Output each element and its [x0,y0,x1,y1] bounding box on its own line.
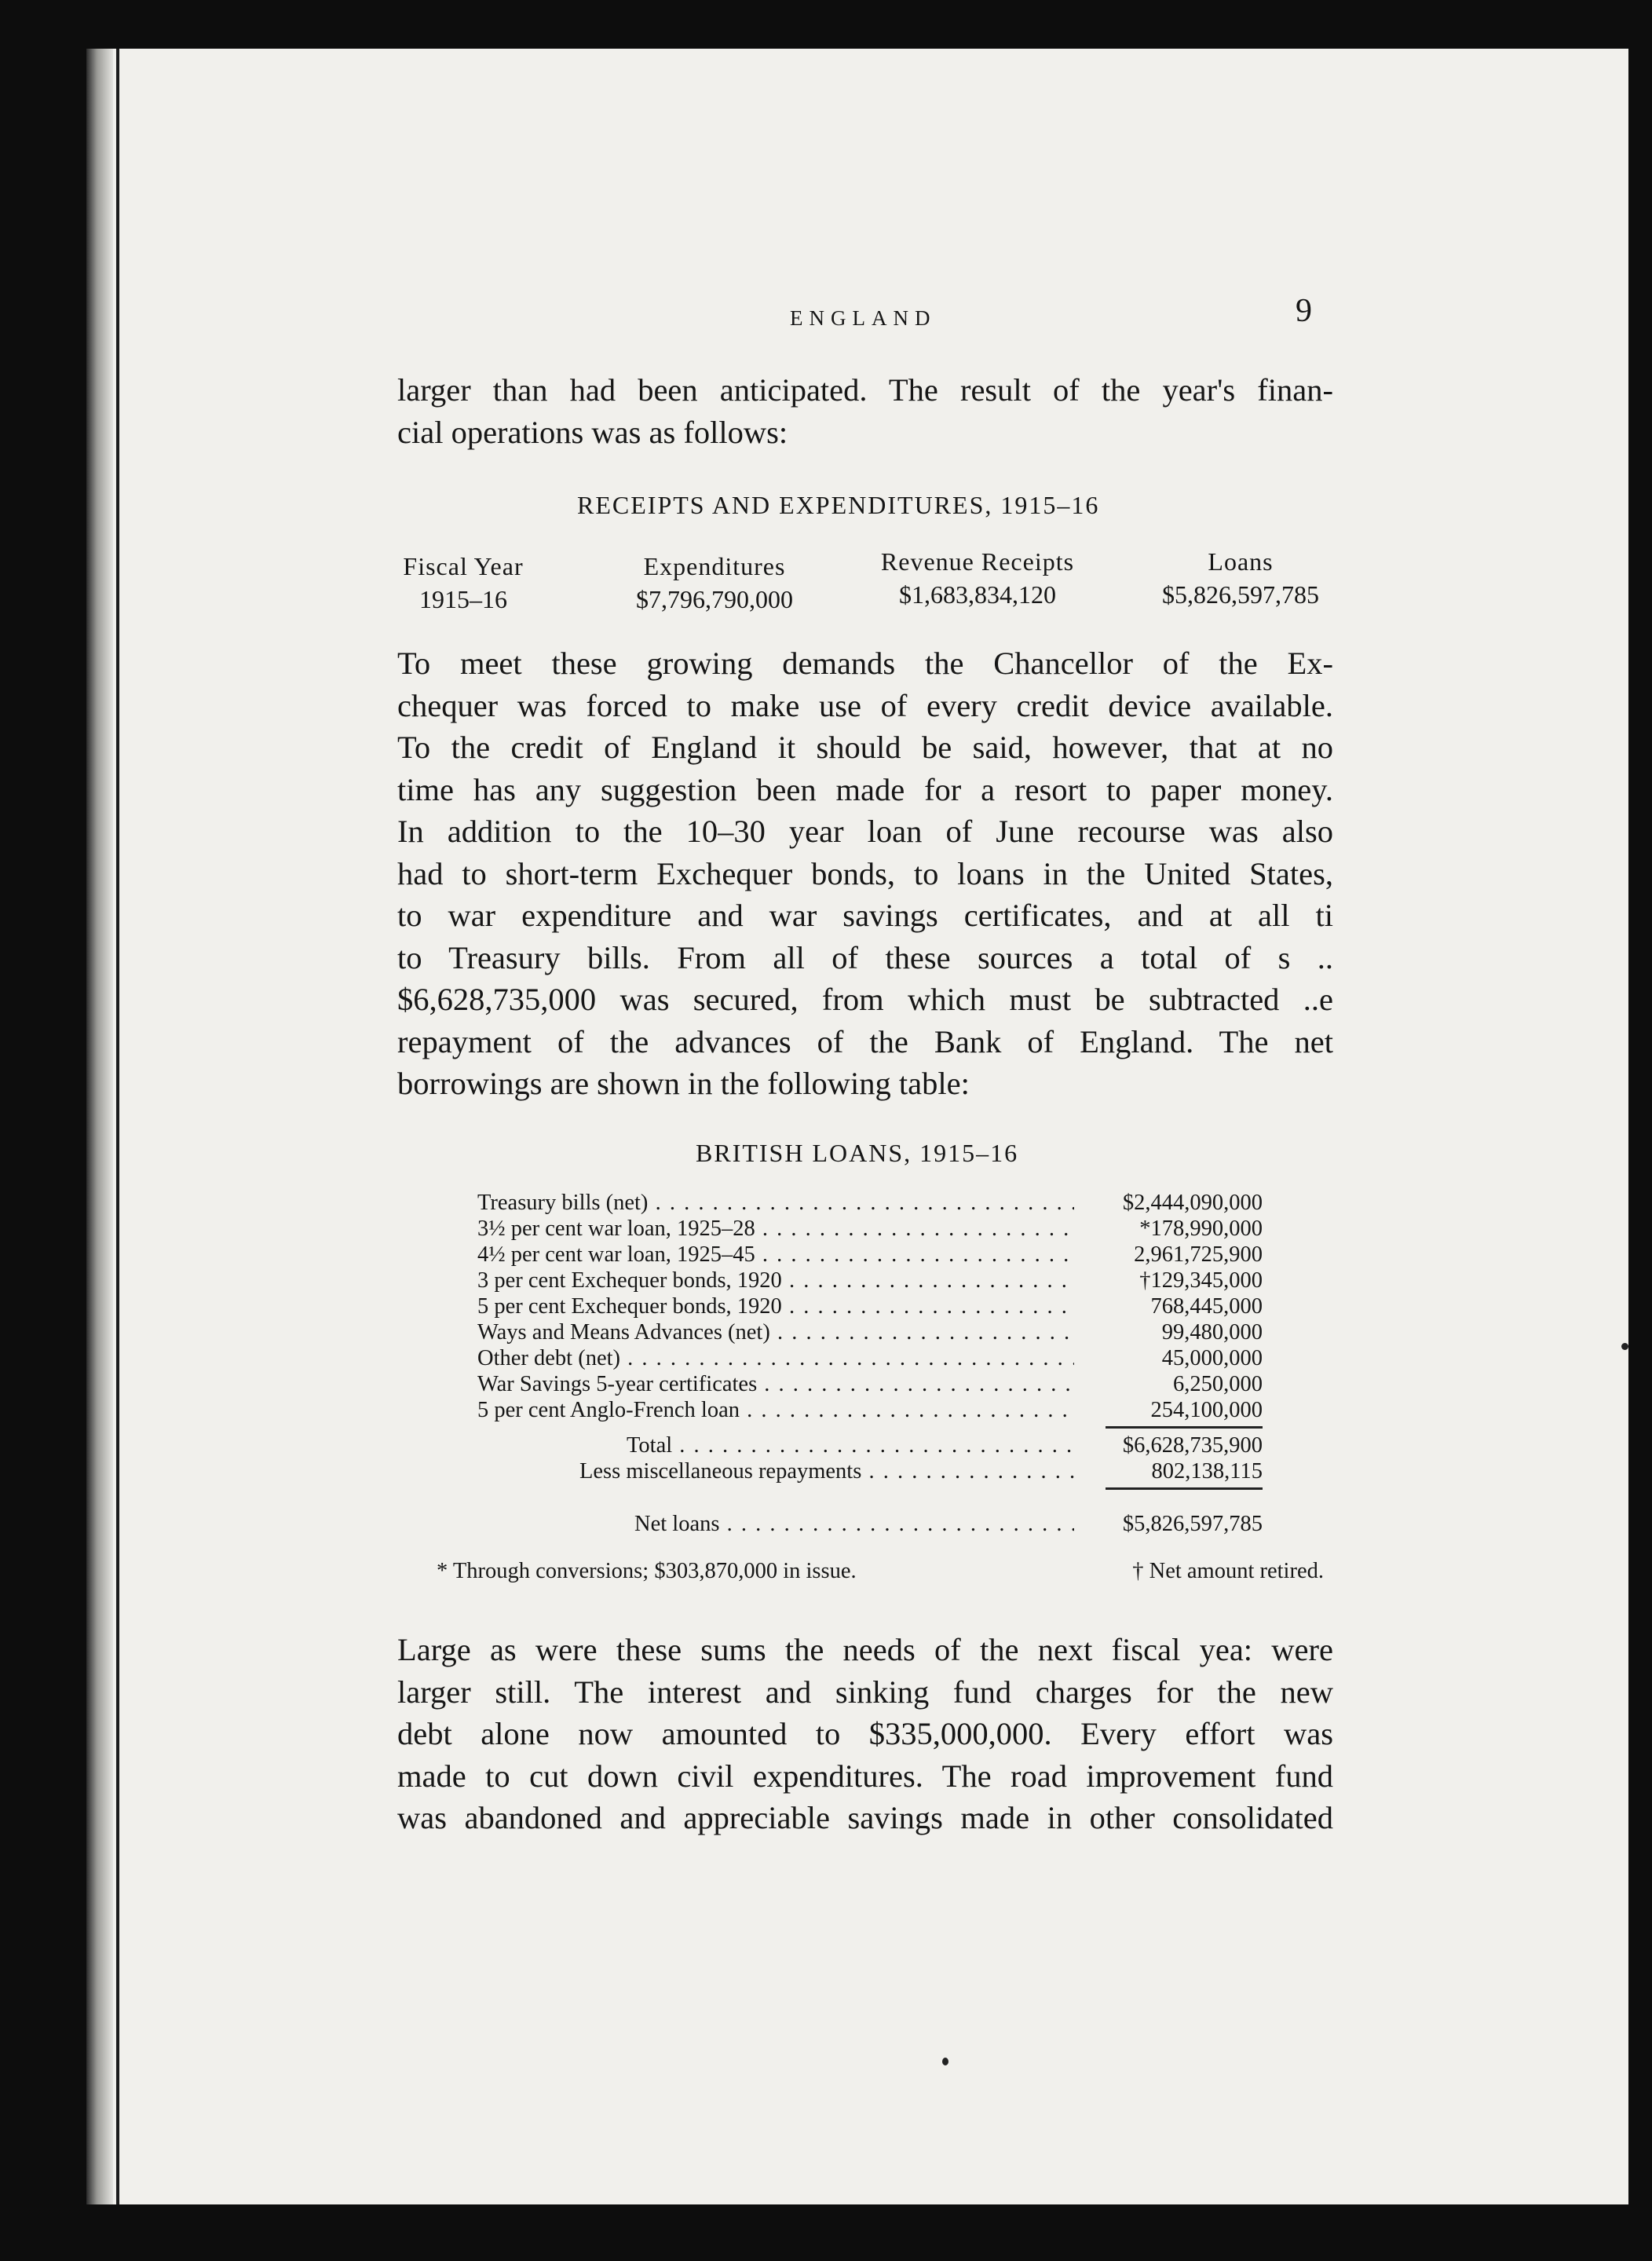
loan-amount: $2,444,090,000 [1122,1191,1263,1215]
loan-amount: 99,480,000 [1161,1320,1263,1345]
loan-label: 3½ per cent war loan, 1925–28 . . . [477,1216,1074,1242]
loan-label: 4½ per cent war loan, 1925–45 . . . [477,1242,1074,1268]
loan-label: 5 per cent Exchequer bonds, 1920 . . . [477,1293,1074,1319]
receipts-col-value: $5,826,597,785 [1162,580,1319,609]
loan-amount: †129,345,000 [1139,1268,1263,1293]
british-loans-table [477,1190,1263,1537]
paragraph-next-year [397,1629,1333,1839]
table-row [477,1216,1263,1242]
less-amount: 802,138,115 [1151,1459,1263,1484]
text-line: made to cut down civil expenditures. The road improvement fund [397,1758,1333,1794]
table-row [477,1190,1263,1216]
loan-label: 3 per cent Exchequer bonds, 1920 . . . [477,1268,1074,1293]
text-line: to war expenditure and war savings certificates, and at all ti [397,898,1333,933]
footnote-net-retired: † Net amount retired. [1132,1559,1324,1583]
text-line: $6,628,735,000 was secured, from which must be subtracted ..e [397,982,1333,1017]
text-line: repayment of the advances of the Bank of England. The net [397,1023,1333,1059]
loan-amount: 254,100,000 [1150,1398,1263,1422]
text-line: borrowings are shown in the following table: [397,1066,970,1101]
ink-speck [1621,1343,1628,1350]
total-label: Total . . . [627,1432,1074,1458]
loan-label: Treasury bills (net) . . . [477,1190,1074,1216]
loan-amount: 6,250,000 [1173,1372,1263,1396]
loans-table-title: BRITISH LOANS, 1915–16 [696,1139,1019,1167]
receipts-table-title: RECEIPTS AND EXPENDITURES, 1915–16 [577,491,1100,519]
table-row [477,1371,1263,1397]
text-line: Large as were these sums the needs of the next fiscal yea: were [397,1632,1333,1667]
loan-amount: 768,445,000 [1150,1294,1263,1319]
page-binding-edge [116,49,119,2204]
receipts-col-value: $7,796,790,000 [636,585,793,613]
receipts-col-value: 1915–16 [419,585,507,613]
net-loans-row [477,1511,1263,1537]
footnote-conversions: * Through conversions; $303,870,000 in issue. [437,1559,857,1583]
receipts-col-header: Loans [1208,547,1274,576]
receipts-col-header: Fiscal Year [403,552,524,580]
receipts-col-fiscal-year [393,550,534,616]
table-row [477,1242,1263,1268]
loan-amount: *178,990,000 [1139,1216,1263,1241]
table-row [477,1268,1263,1293]
loan-amount: 45,000,000 [1161,1346,1263,1370]
text-line: To the credit of England it should be said, however, that at no [397,730,1333,765]
loan-label: Other debt (net) . . . [477,1345,1074,1371]
less-label: Less miscellaneous repayments . . . [579,1458,1074,1484]
receipts-col-value: $1,683,834,120 [899,580,1056,609]
table-row [477,1293,1263,1319]
text-line: time has any suggestion been made for a resort to paper money. [397,771,1333,807]
text-line: larger than had been anticipated. The result of the year's finan- [397,372,1333,408]
loan-label: War Savings 5-year certificates . . . [477,1371,1074,1397]
receipts-col-expenditures [612,550,817,616]
text-line: to Treasury bills. From all of these sources a total of s .. [397,939,1333,975]
receipts-col-revenue [864,545,1091,611]
text-line: debt alone now amounted to $335,000,000. Every effort was [397,1716,1333,1751]
sum-rule [477,1423,1263,1432]
paragraph-intro [397,369,1333,453]
running-head: ENGLAND [790,306,937,330]
loan-label: Ways and Means Advances (net) . . . [477,1319,1074,1345]
less-row [477,1458,1263,1484]
text-line: larger still. The interest and sinking fund charges for the new [397,1674,1333,1710]
net-loans-label: Net loans . . . [634,1511,1074,1537]
page-number: 9 [1296,293,1312,329]
text-line: chequer was forced to make use of every credit device available. [397,687,1333,723]
text-line: To meet these growing demands the Chancellor of the Ex- [397,646,1333,681]
receipts-col-header: Expenditures [643,552,786,580]
text-line: had to short-term Exchequer bonds, to loans in the United States, [397,855,1333,891]
net-loans-amount: $5,826,597,785 [1122,1512,1263,1536]
loan-label: 5 per cent Anglo-French loan . . . [477,1397,1074,1423]
page-gutter-shadow [86,49,113,2204]
receipts-col-header: Revenue Receipts [880,547,1075,576]
paragraph-borrowing [397,642,1333,1105]
total-row [477,1432,1263,1458]
table-row [477,1345,1263,1371]
total-amount: $6,628,735,900 [1122,1433,1263,1458]
text-line: was abandoned and appreciable savings made in other consolidated [397,1800,1333,1835]
receipts-col-loans [1138,545,1343,611]
loan-amount: 2,961,725,900 [1134,1242,1263,1267]
text-line: cial operations was as follows: [397,414,788,450]
sum-rule [477,1484,1263,1494]
table-row [477,1397,1263,1423]
ink-speck [942,2058,948,2065]
table-row [477,1319,1263,1345]
text-line: In addition to the 10–30 year loan of June recourse was also [397,814,1333,849]
